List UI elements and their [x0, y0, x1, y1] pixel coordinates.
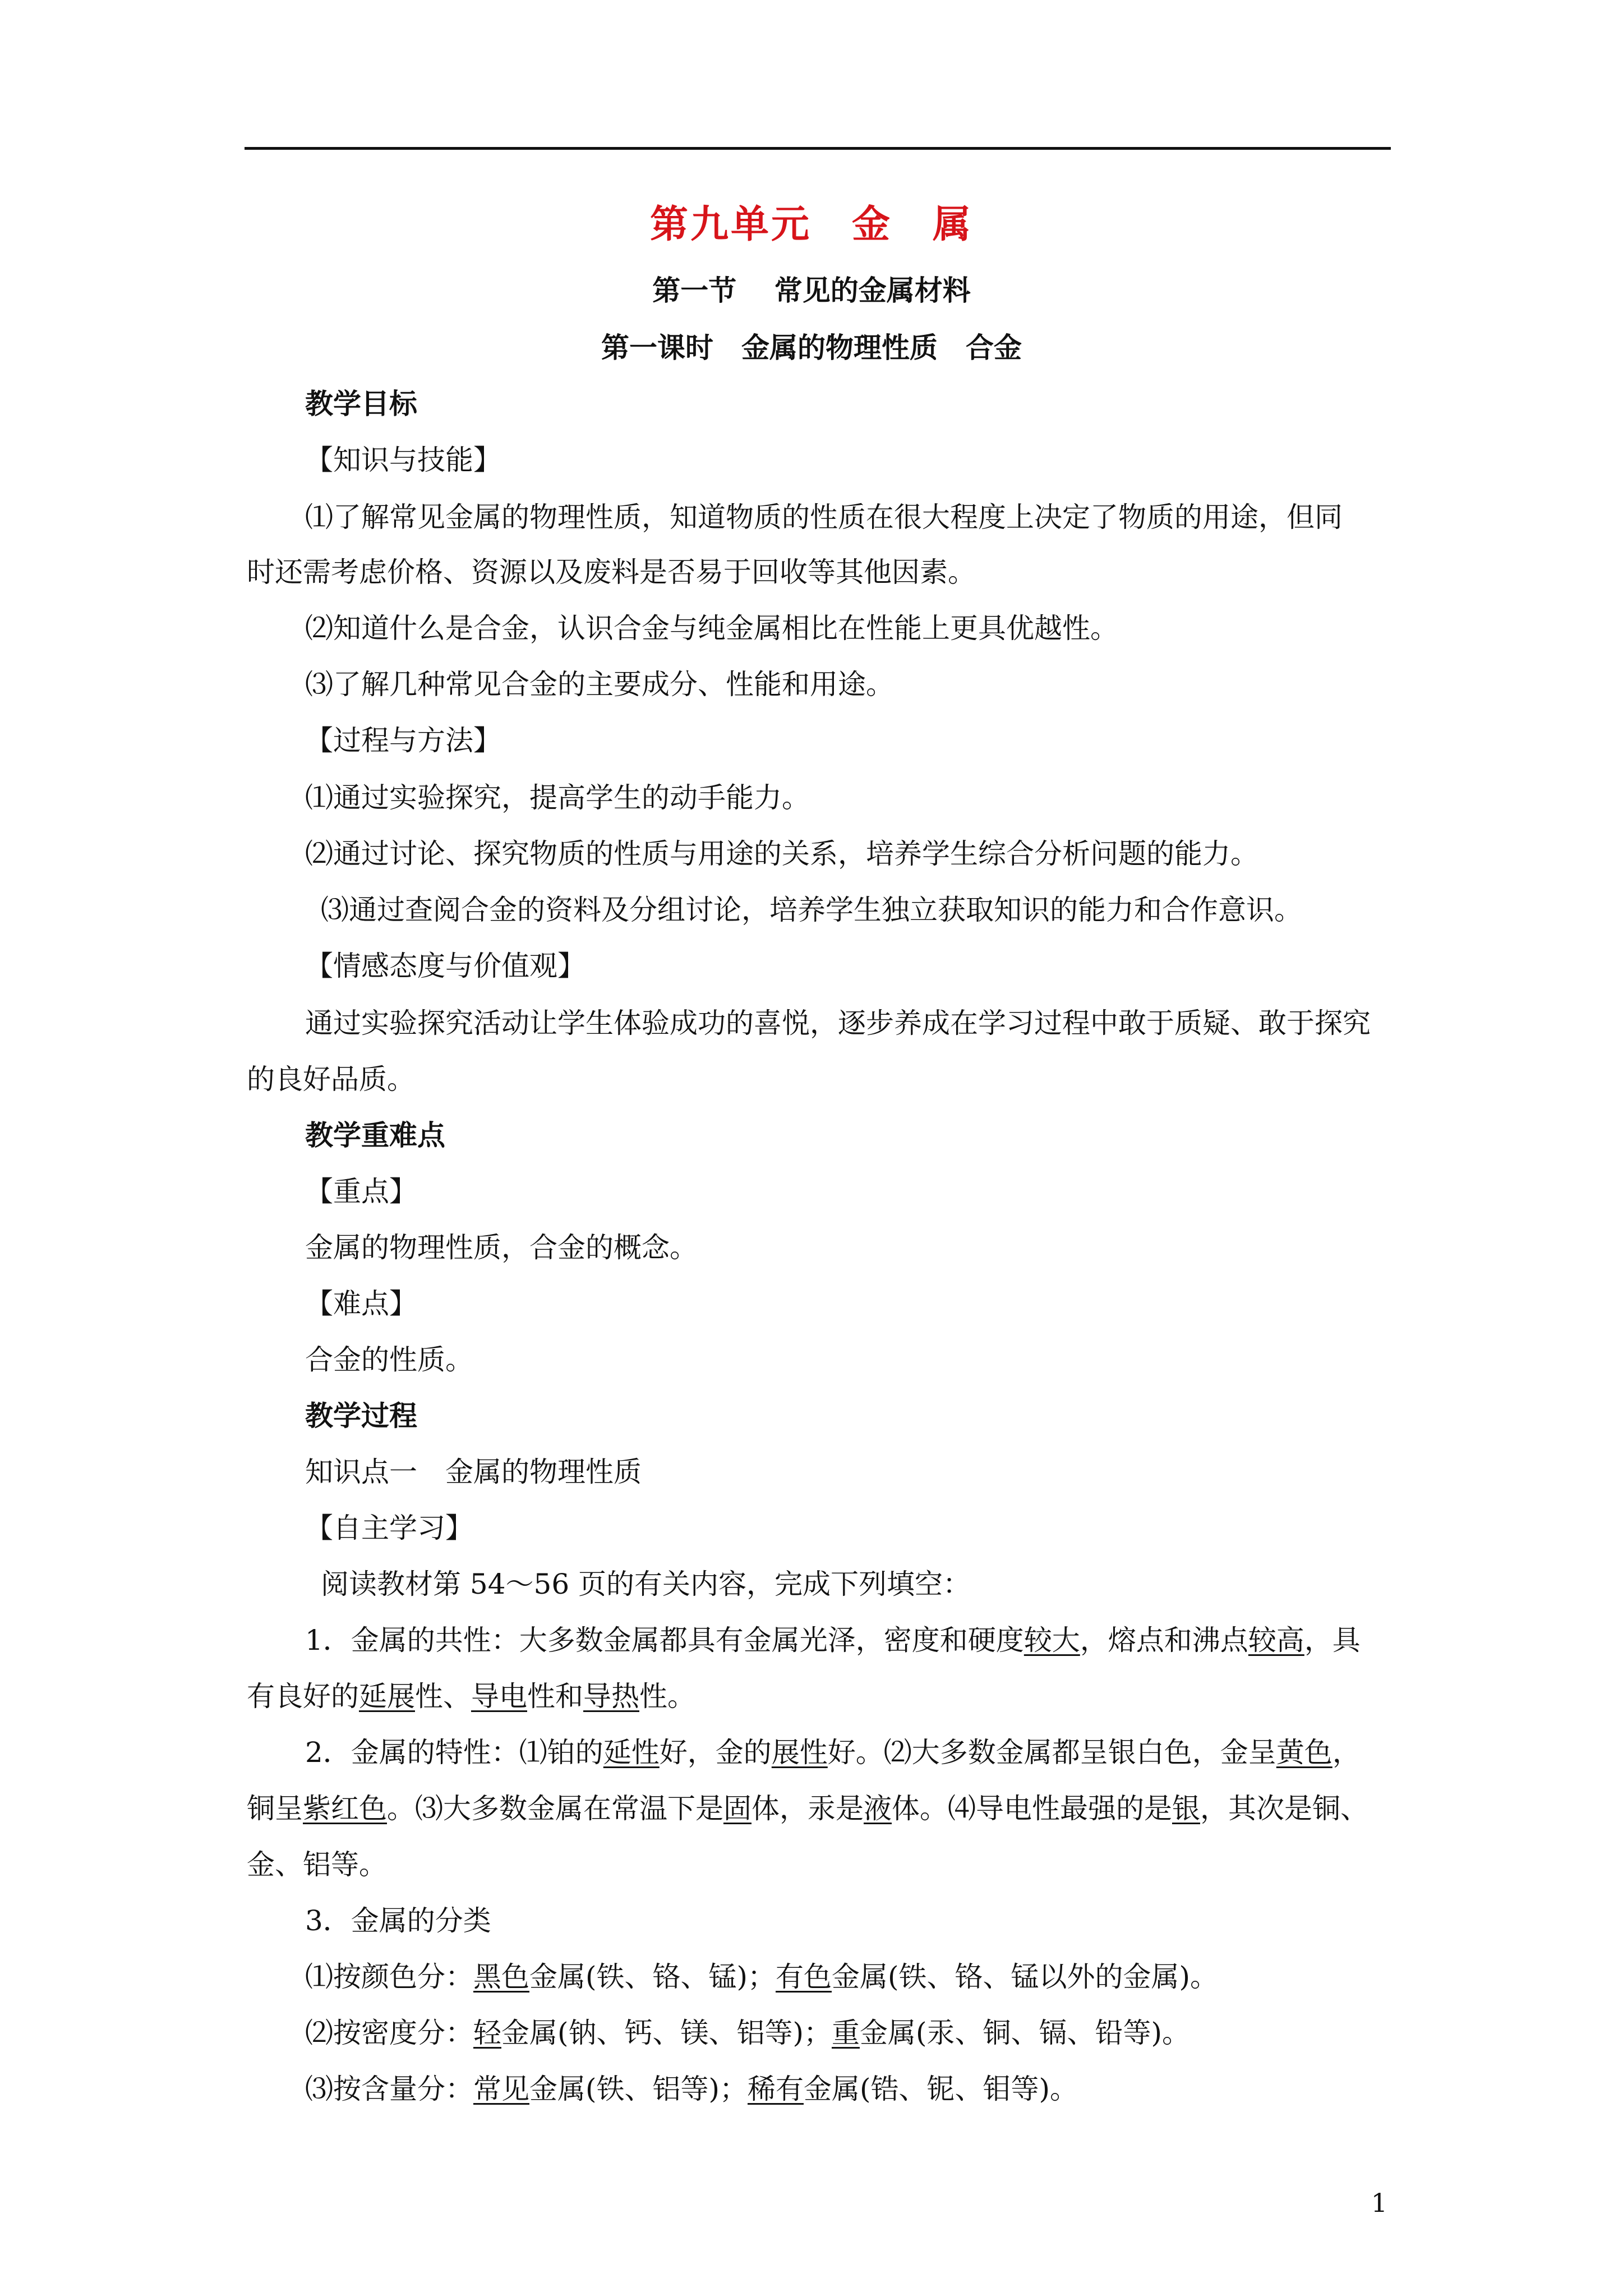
answer-blank: 液 [864, 1792, 892, 1825]
answer-blank: 固 [723, 1792, 751, 1825]
answer-blank: 稀有 [748, 2073, 804, 2105]
answer-blank: 轻 [473, 2017, 501, 2049]
hard-point-text: 合金的性质。 [305, 1343, 473, 1376]
self-study-heading: 【自主学习】 [305, 1512, 473, 1544]
answer-blank: 有色 [776, 1961, 832, 1993]
answer-blank: 重 [832, 2017, 860, 2049]
knowledge-item-3: ⑶了解几种常见合金的主要成分、性能和用途。 [305, 668, 894, 701]
emotion-heading: 【情感态度与价值观】 [305, 950, 585, 982]
classification-by-density: ⑵按密度分：轻金属(钠、钙、镁、铝等)；重金属(汞、铜、镉、铅等)。 [305, 2017, 1191, 2049]
item1-line1: 1．金属的共性：大多数金属都具有金属光泽，密度和硬度较大，熔点和沸点较高，具 [305, 1624, 1361, 1657]
process-item-1: ⑴通过实验探究，提高学生的动手能力。 [305, 781, 810, 814]
item1-line2: 有良好的延展性、导电性和导热性。 [247, 1680, 695, 1713]
header-rule [245, 147, 1391, 150]
answer-blank: 导电 [471, 1680, 527, 1713]
item2-line1: 2．金属的特性：⑴铂的延性好，金的展性好。⑵大多数金属都呈银白色，金呈黄色， [305, 1736, 1361, 1769]
item2-line2: 铜呈紫红色。⑶大多数金属在常温下是固体，汞是液体。⑷导电性最强的是银，其次是铜、 [247, 1792, 1368, 1825]
answer-blank: 银 [1172, 1792, 1200, 1825]
process-heading: 教学过程 [305, 1399, 417, 1432]
unit-title: 第九单元 金 属 [649, 202, 973, 247]
key-point-heading: 【重点】 [305, 1175, 417, 1208]
item2-line3: 金、铝等。 [247, 1848, 387, 1881]
answer-blank: 紫红色 [303, 1792, 387, 1825]
answer-blank: 延性 [603, 1736, 660, 1769]
hard-point-heading: 【难点】 [305, 1287, 417, 1320]
objectives-heading: 教学目标 [305, 387, 417, 420]
difficulties-heading: 教学重难点 [305, 1119, 445, 1152]
classification-by-color: ⑴按颜色分：黑色金属(铁、铬、锰)；有色金属(铁、铬、锰以外的金属)。 [305, 1961, 1219, 1993]
reading-instruction: 阅读教材第 54～56 页的有关内容，完成下列填空： [321, 1568, 971, 1600]
answer-blank: 延展 [359, 1680, 415, 1713]
process-item-2: ⑵通过讨论、探究物质的性质与用途的关系，培养学生综合分析问题的能力。 [305, 838, 1258, 870]
answer-blank: 展性 [771, 1736, 828, 1769]
knowledge-item-1-line2: 时还需考虑价格、资源以及废料是否易于回收等其他因素。 [247, 556, 976, 588]
page-number: 1 [1371, 2188, 1387, 2218]
knowledge-item-2: ⑵知道什么是合金，认识合金与纯金属相比在性能上更具优越性。 [305, 612, 1118, 645]
lesson-title: 第一课时 金属的物理性质 合金 [601, 331, 1022, 364]
emotion-text-line1: 通过实验探究活动让学生体验成功的喜悦，逐步养成在学习过程中敢于质疑、敢于探究 [305, 1007, 1371, 1039]
knowledge-heading: 【知识与技能】 [305, 444, 501, 476]
answer-blank: 较高 [1248, 1624, 1304, 1657]
process-item-3: ⑶通过查阅合金的资料及分组讨论，培养学生独立获取知识的能力和合作意识。 [321, 894, 1302, 926]
emotion-text-line2: 的良好品质。 [247, 1063, 415, 1096]
answer-blank: 常见 [473, 2073, 529, 2105]
classification-by-abundance: ⑶按含量分：常见金属(铁、铝等)；稀有金属(锆、铌、钼等)。 [305, 2073, 1078, 2105]
answer-blank: 较大 [1023, 1624, 1080, 1657]
answer-blank: 黄色 [1276, 1736, 1332, 1769]
knowledge-item-1-line1: ⑴了解常见金属的物理性质，知道物质的性质在很大程度上决定了物质的用途，但同 [305, 501, 1343, 533]
key-point-text: 金属的物理性质，合金的概念。 [305, 1231, 698, 1264]
process-method-heading: 【过程与方法】 [305, 724, 501, 757]
item3-heading: 3．金属的分类 [305, 1904, 491, 1937]
answer-blank: 导热 [583, 1680, 639, 1713]
knowledge-point-1: 知识点一 金属的物理性质 [305, 1456, 642, 1488]
section-title: 第一节 常见的金属材料 [652, 274, 971, 307]
answer-blank: 黑色 [473, 1961, 529, 1993]
